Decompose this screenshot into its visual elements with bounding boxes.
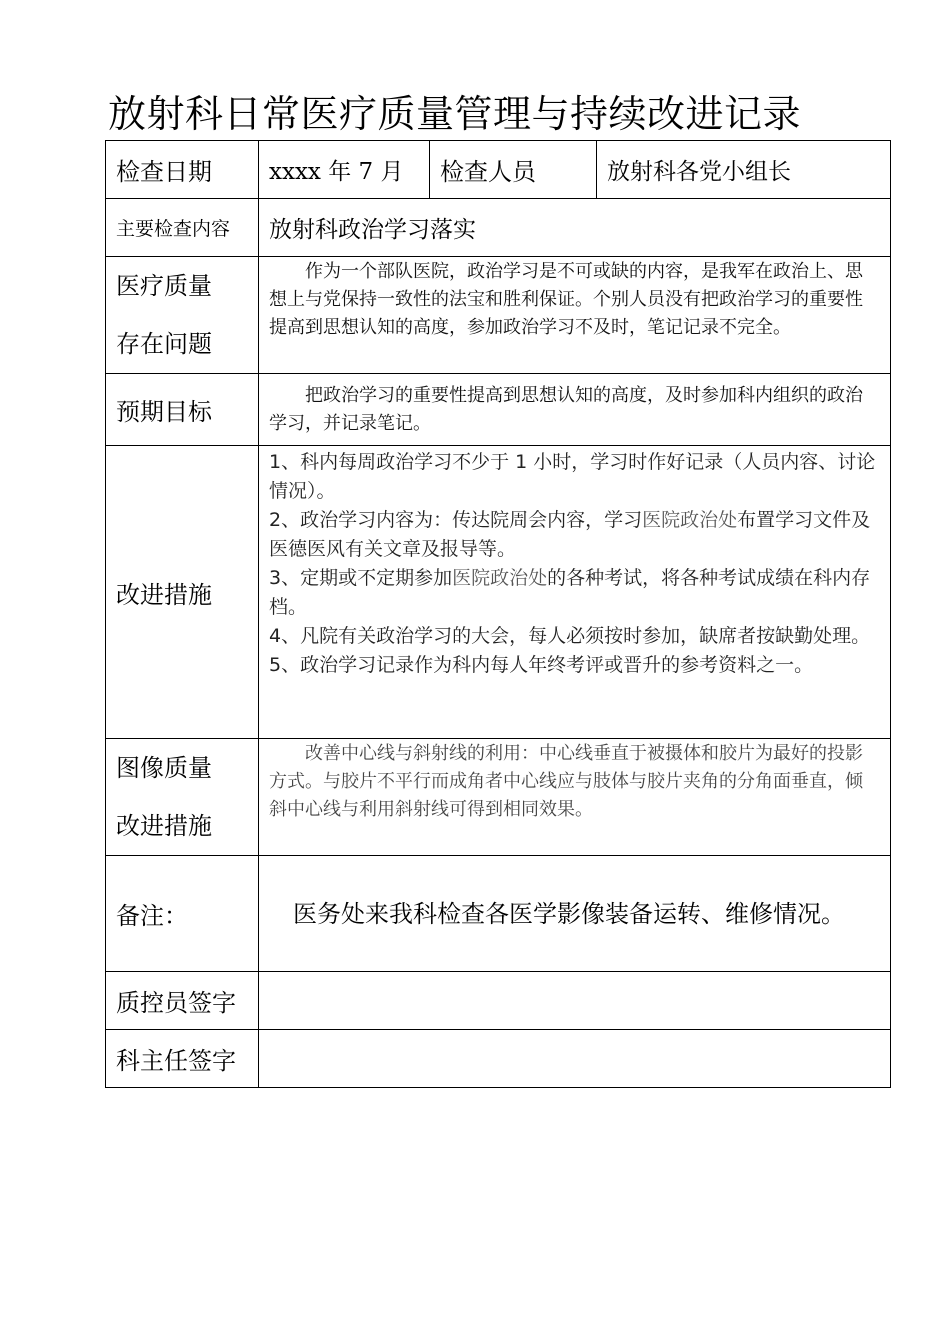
image-quality-text: 改善中心线与斜射线的利用：中心线垂直于被摄体和胶片为最好的投影方式。与胶片不平行而成角者中心线应与肢体与胶片夹角的分角面垂直，倾斜中心线与利用斜射线可得到相同效果。 xyxy=(269,743,863,820)
measure-item-3-text-b: 的各种考试，将各种考试成绩在科内存档。 xyxy=(269,567,871,618)
goal-text: 把政治学习的重要性提高到思想认知的高度，及时参加科内组织的政治学习，并记录笔记。 xyxy=(269,385,863,434)
inspector-label: 检查人员 xyxy=(430,141,597,199)
director-sign-field[interactable] xyxy=(259,1030,891,1088)
image-quality-label-line1: 图像质量 xyxy=(116,754,212,782)
goal-cell xyxy=(259,374,891,446)
problem-cell xyxy=(259,257,891,374)
remark-text: 医务处来我科检查各医学影像装备运转、维修情况。 xyxy=(293,899,845,928)
problem-label-line2: 存在问题 xyxy=(116,330,212,358)
measure-item-1: 1、科内每周政治学习不少于 1 小时，学习时作好记录（人员内容、讨论情况）。 xyxy=(269,451,876,502)
content-label: 主要检查内容 xyxy=(106,199,259,257)
qc-sign-label: 质控员签字 xyxy=(106,972,259,1030)
measure-item-2-text-a: 2、政治学习内容为：传达院周会内容，学习 xyxy=(269,509,643,531)
measure-item-4: 4、凡院有关政治学习的大会，每人必须按时参加，缺席者按缺勤处理。 xyxy=(269,625,871,647)
content-value: 放射科政治学习落实 xyxy=(259,199,891,257)
measure-item-2-highlight: 医院政治处 xyxy=(642,509,738,531)
document-title: 放射科日常医疗质量管理与持续改进记录 xyxy=(108,92,802,136)
form-row-qc-sign xyxy=(106,972,891,1030)
form-row-measures xyxy=(106,446,891,739)
measures-cell xyxy=(259,446,891,739)
goal-label: 预期目标 xyxy=(106,374,259,446)
inspection-form-table xyxy=(105,140,891,1088)
image-quality-label xyxy=(106,739,259,856)
measure-item-2-text-b: 布置学习文件及医德医风有关文章及报导等。 xyxy=(269,509,871,560)
form-row-image-quality xyxy=(106,739,891,856)
form-row-problem xyxy=(106,257,891,374)
inspector-value: 放射科各党小组长 xyxy=(597,141,891,199)
form-row-remark xyxy=(106,856,891,972)
qc-sign-field[interactable] xyxy=(259,972,891,1030)
remark-label: 备注： xyxy=(106,856,259,972)
form-row-content xyxy=(106,199,891,257)
form-row-date xyxy=(106,141,891,199)
date-value: xxxx 年 7 月 xyxy=(259,141,430,199)
form-row-director-sign xyxy=(106,1030,891,1088)
image-quality-cell xyxy=(259,739,891,856)
problem-label xyxy=(106,257,259,374)
date-label: 检查日期 xyxy=(106,141,259,199)
measure-item-3-text-a: 3、定期或不定期参加 xyxy=(269,567,453,589)
measure-item-2 xyxy=(269,506,880,564)
form-row-goal xyxy=(106,374,891,446)
measure-item-3 xyxy=(269,564,880,622)
measures-label: 改进措施 xyxy=(106,446,259,739)
measure-item-5: 5、政治学习记录作为科内每人年终考评或晋升的参考资料之一。 xyxy=(269,654,814,676)
image-quality-label-line2: 改进措施 xyxy=(116,812,212,840)
problem-label-line1: 医疗质量 xyxy=(116,272,212,300)
measure-item-3-highlight: 医院政治处 xyxy=(452,567,548,589)
remark-cell xyxy=(259,856,891,972)
director-sign-label: 科主任签字 xyxy=(106,1030,259,1088)
problem-text: 作为一个部队医院，政治学习是不可或缺的内容，是我军在政治上、思想上与党保持一致性的法宝和胜利保证。个别人员没有把政治学习的重要性提高到思想认知的高度，参加政治学习不及时，笔记记录不完全。 xyxy=(269,261,863,338)
